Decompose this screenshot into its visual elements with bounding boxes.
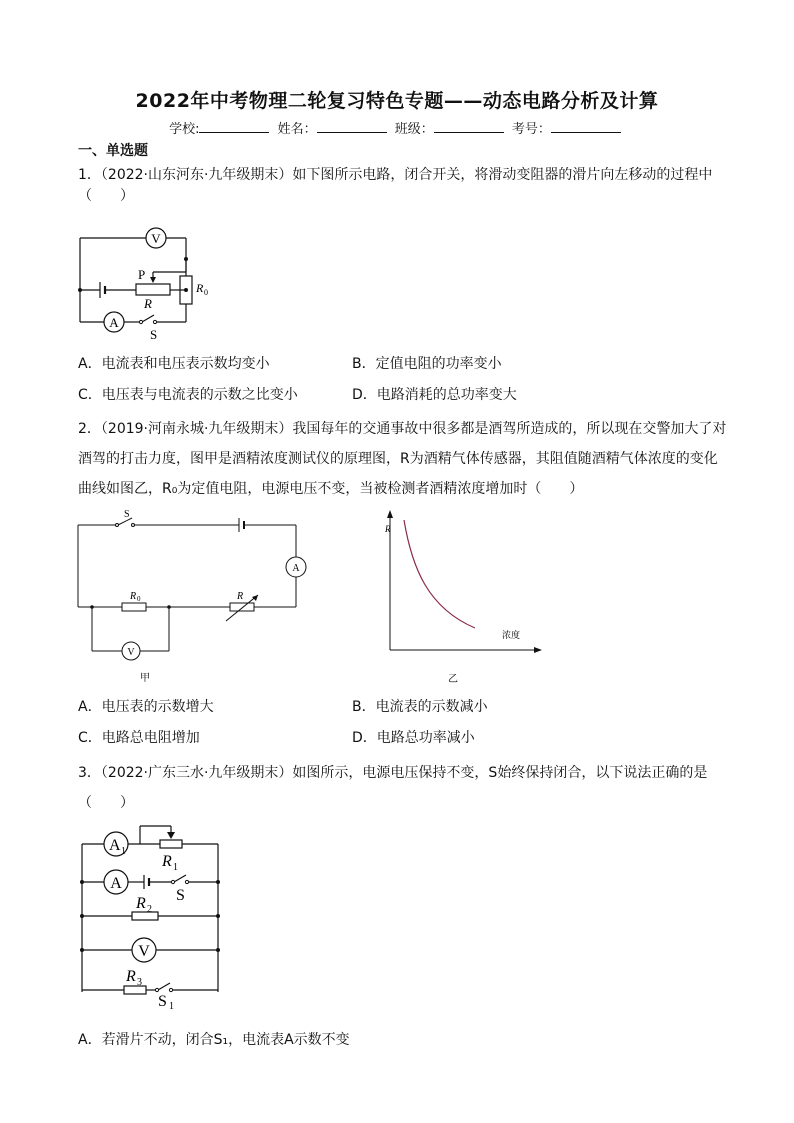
question-3-line-1: 3．（2022·广东三水·九年级期末）如图所示，电源电压保持不变，S始终保持闭合，以下说法正确的是 <box>78 765 708 781</box>
r0-subscript: 0 <box>137 595 141 603</box>
r2-label: R <box>136 895 146 912</box>
question-3-stem <box>78 758 728 818</box>
graph-x-label: 浓度 <box>502 630 521 640</box>
q1-option-c[interactable]: C．电压表与电流表的示数之比变小 <box>78 387 298 403</box>
resistor-subscript: 0 <box>204 288 208 297</box>
a1-label: A <box>109 837 121 854</box>
switch-label: S <box>124 509 130 520</box>
r2-subscript: 2 <box>147 904 152 915</box>
school-label: 学校: <box>169 122 200 137</box>
resistor-label: R <box>196 281 204 295</box>
page-title: 2022年中考物理二轮复习特色专题——动态电路分析及计算 <box>135 90 659 112</box>
question-3-circuit-diagram <box>76 820 226 1012</box>
r0-label: R <box>130 591 137 602</box>
exam-number-blank[interactable] <box>551 120 621 133</box>
class-blank[interactable] <box>434 120 504 133</box>
v-label: V <box>138 943 150 960</box>
question-2-line-3: 曲线如图乙，R₀为定值电阻，电源电压不变，当被检测者酒精浓度增加时（ ） <box>78 481 584 497</box>
a1-subscript: 1 <box>121 846 126 857</box>
q3-option-a[interactable]: A．若滑片不动，闭合S₁，电流表A示数不变 <box>78 1032 350 1048</box>
q1-option-b[interactable]: B．定值电阻的功率变小 <box>352 356 502 372</box>
q2-option-b[interactable]: B．电流表的示数减小 <box>352 699 488 715</box>
name-label: 姓名： <box>277 122 317 137</box>
q1-option-a[interactable]: A．电流表和电压表示数均变小 <box>78 356 270 372</box>
ammeter-label: A <box>109 315 119 330</box>
r1-subscript: 1 <box>173 862 178 873</box>
question-1-stem <box>78 165 728 207</box>
student-info-line <box>0 118 794 137</box>
voltmeter-label: V <box>151 231 161 246</box>
question-3-line-2: （ ） <box>78 795 134 811</box>
graph-y-label: R <box>385 524 391 534</box>
class-label: 班级： <box>394 122 434 137</box>
rheostat-label: R <box>144 296 152 311</box>
q2-option-d[interactable]: D．电路总功率减小 <box>352 730 475 746</box>
question-2-stem <box>78 414 728 504</box>
resistance-curve <box>404 520 475 628</box>
ammeter-label: A <box>292 563 300 574</box>
voltmeter-label: V <box>127 647 135 658</box>
question-2-graph-b <box>380 508 545 685</box>
question-1-line-2: （ ） <box>78 188 134 204</box>
r3-label: R <box>126 968 136 985</box>
question-2-line-2: 酒驾的打击力度，图甲是酒精浓度测试仪的原理图，R为酒精气体传感器，其阻值随酒精气体浓度的变化 <box>78 451 718 467</box>
name-blank[interactable] <box>317 120 387 133</box>
question-2-circuit-diagram-a <box>74 505 306 685</box>
question-2-line-1: 2．（2019·河南永城·九年级期末）我国每年的交通事故中很多都是酒驾所造成的，所以现在交警加大了对 <box>78 421 727 437</box>
school-blank[interactable] <box>199 120 269 133</box>
a-label: A <box>110 875 122 892</box>
r1-label: R <box>162 853 172 870</box>
caption-b: 乙 <box>448 674 458 685</box>
s1-subscript: 1 <box>169 1001 174 1012</box>
r3-subscript: 3 <box>137 977 142 988</box>
exam-number-label: 考号： <box>511 122 551 137</box>
slider-label: P <box>138 267 146 282</box>
q1-option-d[interactable]: D．电路消耗的总功率变大 <box>352 387 517 403</box>
section-title: 一、单选题 <box>78 143 148 159</box>
switch-label: S <box>150 327 158 342</box>
question-1-circuit-diagram <box>76 226 226 344</box>
s1-label: S <box>158 993 167 1010</box>
q2-option-a[interactable]: A．电压表的示数增大 <box>78 699 214 715</box>
question-1-line-1: 1．（2022·山东河东·九年级期末）如下图所示电路，闭合开关，将滑动变阻器的滑片向左移动的过程中 <box>78 167 713 183</box>
sensor-label: R <box>237 591 244 602</box>
q2-option-c[interactable]: C．电路总电阻增加 <box>78 730 200 746</box>
s-label: S <box>176 887 185 904</box>
caption-a: 甲 <box>140 673 150 684</box>
